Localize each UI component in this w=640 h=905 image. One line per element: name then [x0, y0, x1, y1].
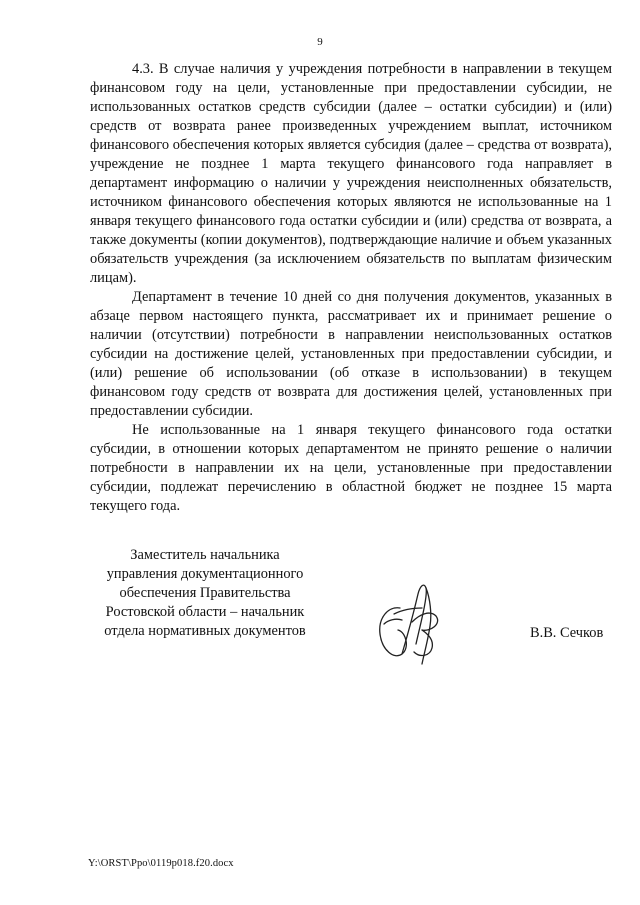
- paragraph-unused-balances: Не использованные на 1 января текущего финансового года остатки субсидии, в отношении которых департаментом не принято решение о наличии потребности в направлении их на цели, установленные при предоставлении субсидии, подлежат перечислению в областной бюджет не позднее 15 марта текущего года.: [90, 422, 612, 514]
- paragraph-department-review: Департамент в течение 10 дней со дня получения документов, указанных в абзаце первом настоящего пункта, рассматривает их и принимает решение о наличии (отсутствии) потребности в направлении неиспользованных остатков субсидии на достижение целей, установленных при предоставлении субсидии, и (или) решение об использовании (об отказе в использовании) в текущем финансовом году средств от возврата для достижения целей, установленных при предоставлении субсидии.: [90, 289, 612, 419]
- signatory-name: В.В. Сечков: [530, 625, 604, 641]
- signature-block: [0, 546, 640, 656]
- paragraph-4-3: 4.3. В случае наличия у учреждения потребности в направлении в текущем финансовом году на цели, установленные при предоставлении субсидии, не использованных остатков средств субсидии (далее – остатки субсидии) и (или) средств от возврата ранее произведенных учреждением выплат, источником финансового обеспечения которых является субсидия (далее – средства от возврата), учреждение не позднее 1 марта текущего финансового года направляет в департамент информацию о наличии у учреждения неисполненных обязательств, источником финансового обеспечения которых являются не использованные на 1 января текущего финансового года остатки субсидии и (или) средства от возврата, а также документы (копии документов), подтверждающие наличие и объем указанных обязательств учреждения (за исключением обязательств по выплатам физическим лицам).: [90, 61, 612, 286]
- signatory-title-line: управления документационного: [106, 566, 304, 582]
- signatory-title-line: обеспечения Правительства: [119, 585, 291, 601]
- handwritten-signature: [372, 574, 452, 666]
- signatory-title-line: Заместитель начальника: [130, 547, 280, 563]
- signatory-title: [80, 546, 330, 641]
- document-body: [90, 60, 612, 516]
- page-number: 9: [317, 36, 323, 48]
- file-path: Y:\ORST\Ppo\0119p018.f20.docx: [88, 858, 234, 869]
- signatory-title-line: отдела нормативных документов: [104, 623, 306, 639]
- signatory-title-line: Ростовской области – начальник: [105, 604, 305, 620]
